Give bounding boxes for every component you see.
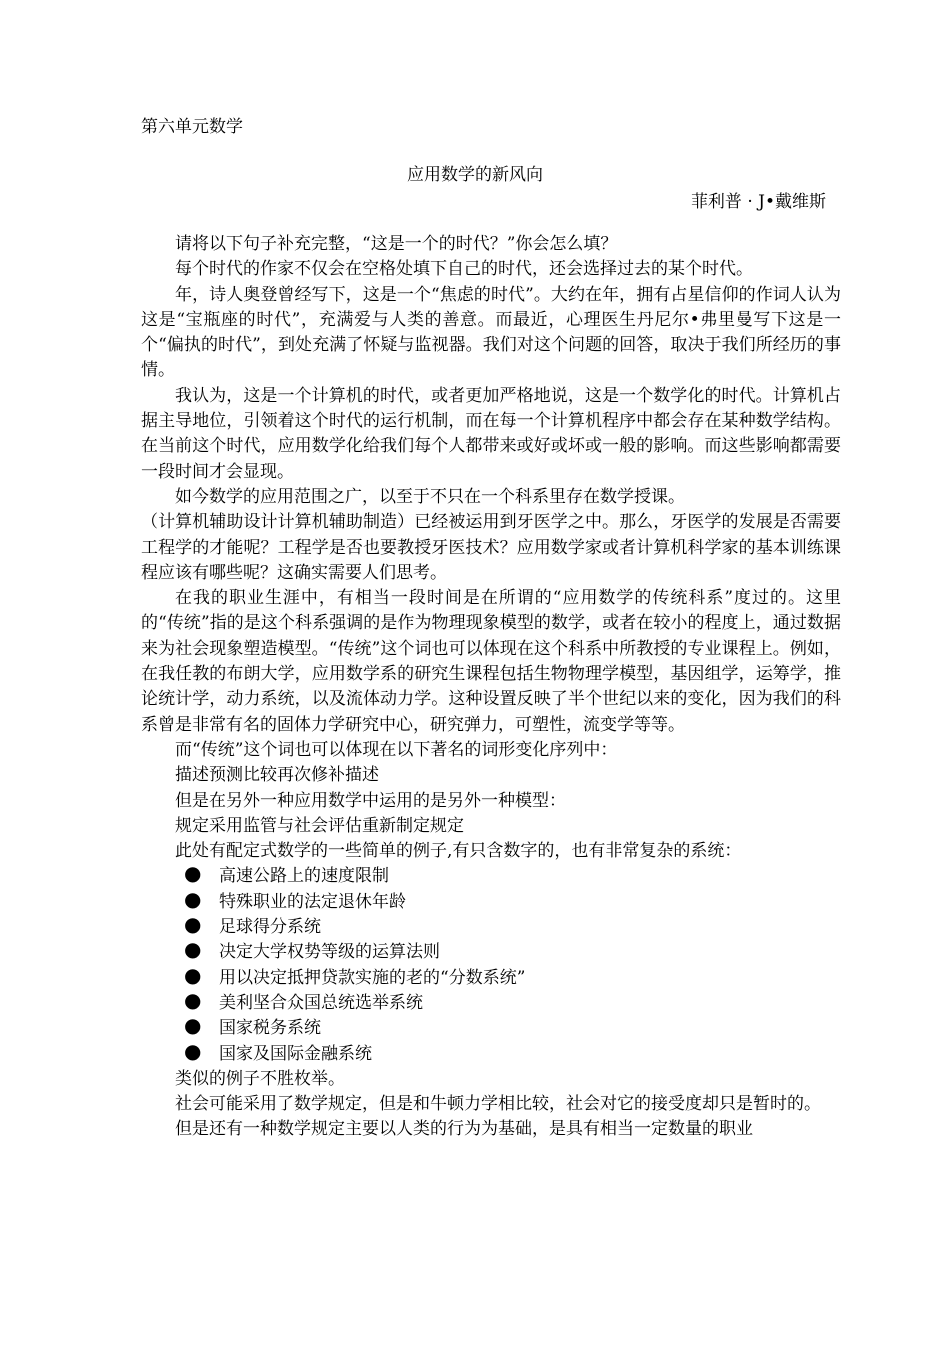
list-item-text: 用以决定抵押贷款实施的老的“分数系统” (219, 967, 526, 988)
bullet-icon: ● (184, 1038, 202, 1063)
examples-list (141, 861, 841, 1066)
list-item (141, 987, 841, 1016)
paragraph: 如今数学的应用范围之广，以至于不只在一个科系里存在数学授课。 (175, 486, 685, 507)
paragraph: 但是还有一种数学规定主要以人类的行为为基础，是具有相当一定数量的职业 (175, 1119, 753, 1140)
paragraph: 描述预测比较再次修补描述 (175, 765, 379, 786)
unit-heading: 第六单元数学 (141, 117, 243, 137)
paragraph: 年，诗人奥登曾经写下，这是一个“焦虑的时代”。大约在年，拥有占星信仰的作词人认为这是“宝瓶座的时代”，充满爱与人类的善意。而最近，心理医生丹尼尔•弗里曼写下这是一个“偏执的时代”，到处充满了怀疑与监视器。我们对这个问题的回答，取决于我们所经历的事情。 (141, 284, 841, 381)
bullet-icon: ● (184, 962, 202, 987)
bullet-icon: ● (184, 886, 202, 911)
bullet-icon: ● (184, 912, 202, 937)
paragraph: （计算机辅助设计计算机辅助制造）已经被运用到牙医学之中。那么，牙医学的发展是否需要工程学的才能呢？工程学是否也要教授牙医技术？应用数学家或者计算机科学家的基本训练课程应该有哪些呢？这确实需要人们思考。 (141, 512, 841, 583)
paragraph: 而“传统”这个词也可以体现在以下著名的词形变化序列中： (175, 739, 618, 760)
list-item (141, 861, 841, 889)
paragraph: 类似的例子不胜枚举。 (175, 1068, 345, 1089)
bullet-icon: ● (184, 861, 202, 886)
list-item (141, 1013, 841, 1041)
bullet-icon: ● (184, 987, 202, 1012)
paragraph: 在我的职业生涯中，有相当一段时间是在所谓的“应用数学的传统科系”度过的。这里的“传统”指的是这个科系强调的是作为物理现象模型的数学，或者在较小的程度上，通过数据来为社会现象塑造模型。“传统”这个词也可以体现在这个科系中所教授的专业课程上。例如，在我任教的布朗大学，应用数学系的研究生课程包括生物物理学模型，基因组学，运筹学，推论统计学，动力系统，以及流体动力学。这种设置反映了半个世纪以来的变化，因为我们的科系曾是非常有名的固体力学研究中心，研究弹力，可塑性，流变学等等。 (141, 588, 841, 735)
list-item-text: 足球得分系统 (219, 917, 321, 938)
list-item-text: 国家税务系统 (219, 1018, 321, 1039)
list-item (141, 886, 841, 915)
list-item (141, 912, 841, 940)
author-line: 菲利普 · J•戴维斯 (690, 192, 826, 212)
bullet-icon: ● (184, 937, 202, 962)
bullet-icon: ● (184, 1013, 202, 1038)
paragraph: 请将以下句子补充完整，“这是一个的时代？”你会怎么填？ (175, 234, 618, 254)
list-item-text: 特殊职业的法定退休年龄 (219, 891, 406, 912)
list-item (141, 962, 841, 991)
list-item-text: 决定大学权势等级的运算法则 (219, 942, 440, 963)
list-item-text: 高速公路上的速度限制 (219, 866, 389, 887)
article-title: 应用数学的新风向 (407, 165, 543, 185)
paragraph: 规定采用监管与社会评估重新制定规定 (175, 815, 464, 836)
paragraph: 我认为，这是一个计算机的时代，或者更加严格地说，这是一个数学化的时代。计算机占据主导地位，引领着这个时代的运行机制，而在每一个计算机程序中都会存在某种数学结构。在当前这个时代，应用数学化给我们每个人都带来或好或坏或一般的影响。而这些影响都需要一段时间才会显现。 (141, 385, 841, 482)
list-item-text: 美利坚合众国总统选举系统 (219, 992, 423, 1013)
paragraph: 但是在另外一种应用数学中运用的是另外一种模型： (175, 790, 566, 811)
paragraph: 此处有配定式数学的一些简单的例子,有只含数字的，也有非常复杂的系统： (175, 841, 742, 862)
list-item (141, 1038, 841, 1067)
article-body (141, 232, 841, 1143)
list-item (141, 937, 841, 965)
paragraph: 社会可能采用了数学规定，但是和牛顿力学相比较，社会对它的接受度却只是暂时的。 (175, 1094, 821, 1115)
paragraph: 每个时代的作家不仅会在空格处填下自己的时代，还会选择过去的某个时代。 (175, 259, 753, 280)
list-item-text: 国家及国际金融系统 (219, 1043, 372, 1064)
